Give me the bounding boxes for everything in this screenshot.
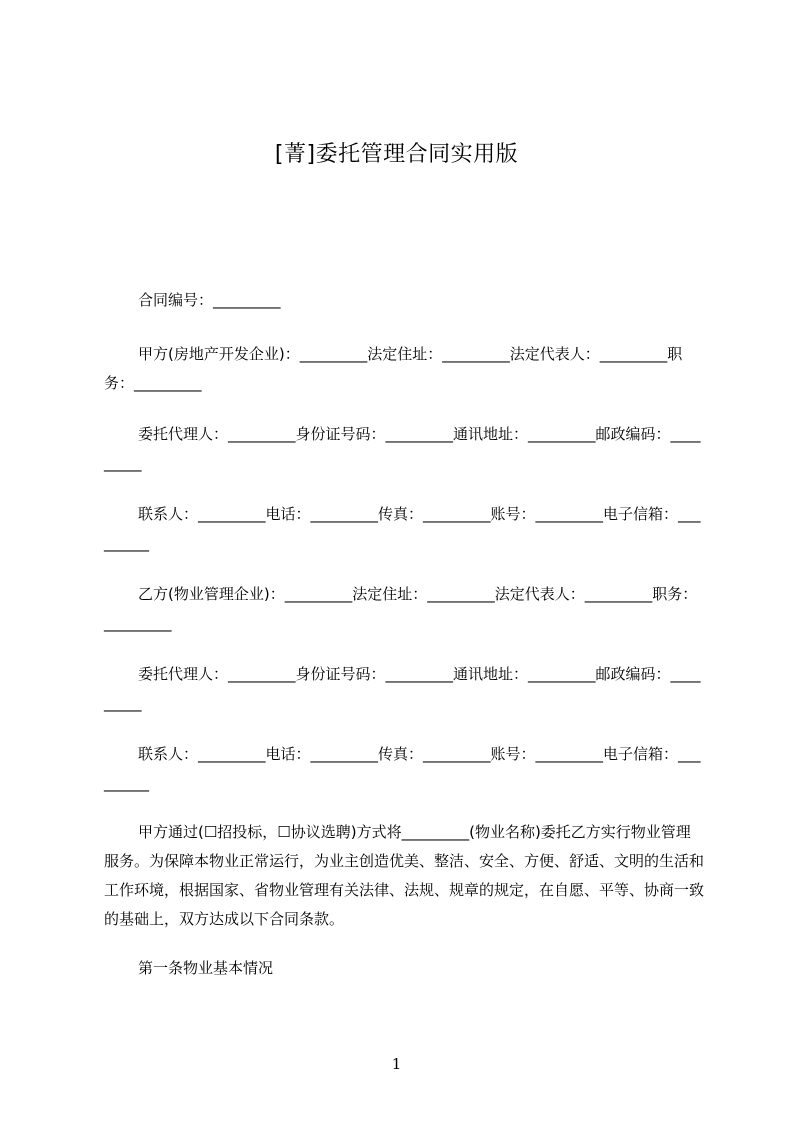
page-number: 1 <box>391 1055 402 1073</box>
party-a-line: 甲方(房地产开发企业)：_________法定住址：_________法定代表人：_________职务：_________ <box>104 345 683 392</box>
party-a-contact-line: 联系人：_________电话：_________传真：_________账号：_________电子信箱：_________ <box>104 505 701 552</box>
party-a-agent-line: 委托代理人：_________身份证号码：_________通讯地址：_________邮政编码：_________ <box>104 425 701 472</box>
party-b-line: 乙方(物业管理企业)：_________法定住址：_________法定代表人：_________职务：_________ <box>104 585 698 632</box>
party-b-contact-line: 联系人：_________电话：_________传真：_________账号：_________电子信箱：_________ <box>104 745 701 792</box>
contract-number-line: 合同编号：_________ <box>138 291 281 309</box>
document-title: [菁]委托管理合同实用版 <box>274 142 519 167</box>
preamble-paragraph: 甲方通过(☐招投标，☐协议选聘)方式将_________(物业名称)委托乙方实行物业管理服务。为保障本物业正常运行，为业主创造优美、整洁、安全、方便、舒适、文明的生活和工作环境，根据国家、省物业管理有关法律、法规、规章的规定，在自愿、平等、协商一致的基础上，双方达成以下合同条款。 <box>104 823 705 928</box>
party-b-agent-line: 委托代理人：_________身份证号码：_________通讯地址：_________邮政编码：_________ <box>104 665 701 712</box>
article-one-heading: 第一条物业基本情况 <box>138 959 274 977</box>
